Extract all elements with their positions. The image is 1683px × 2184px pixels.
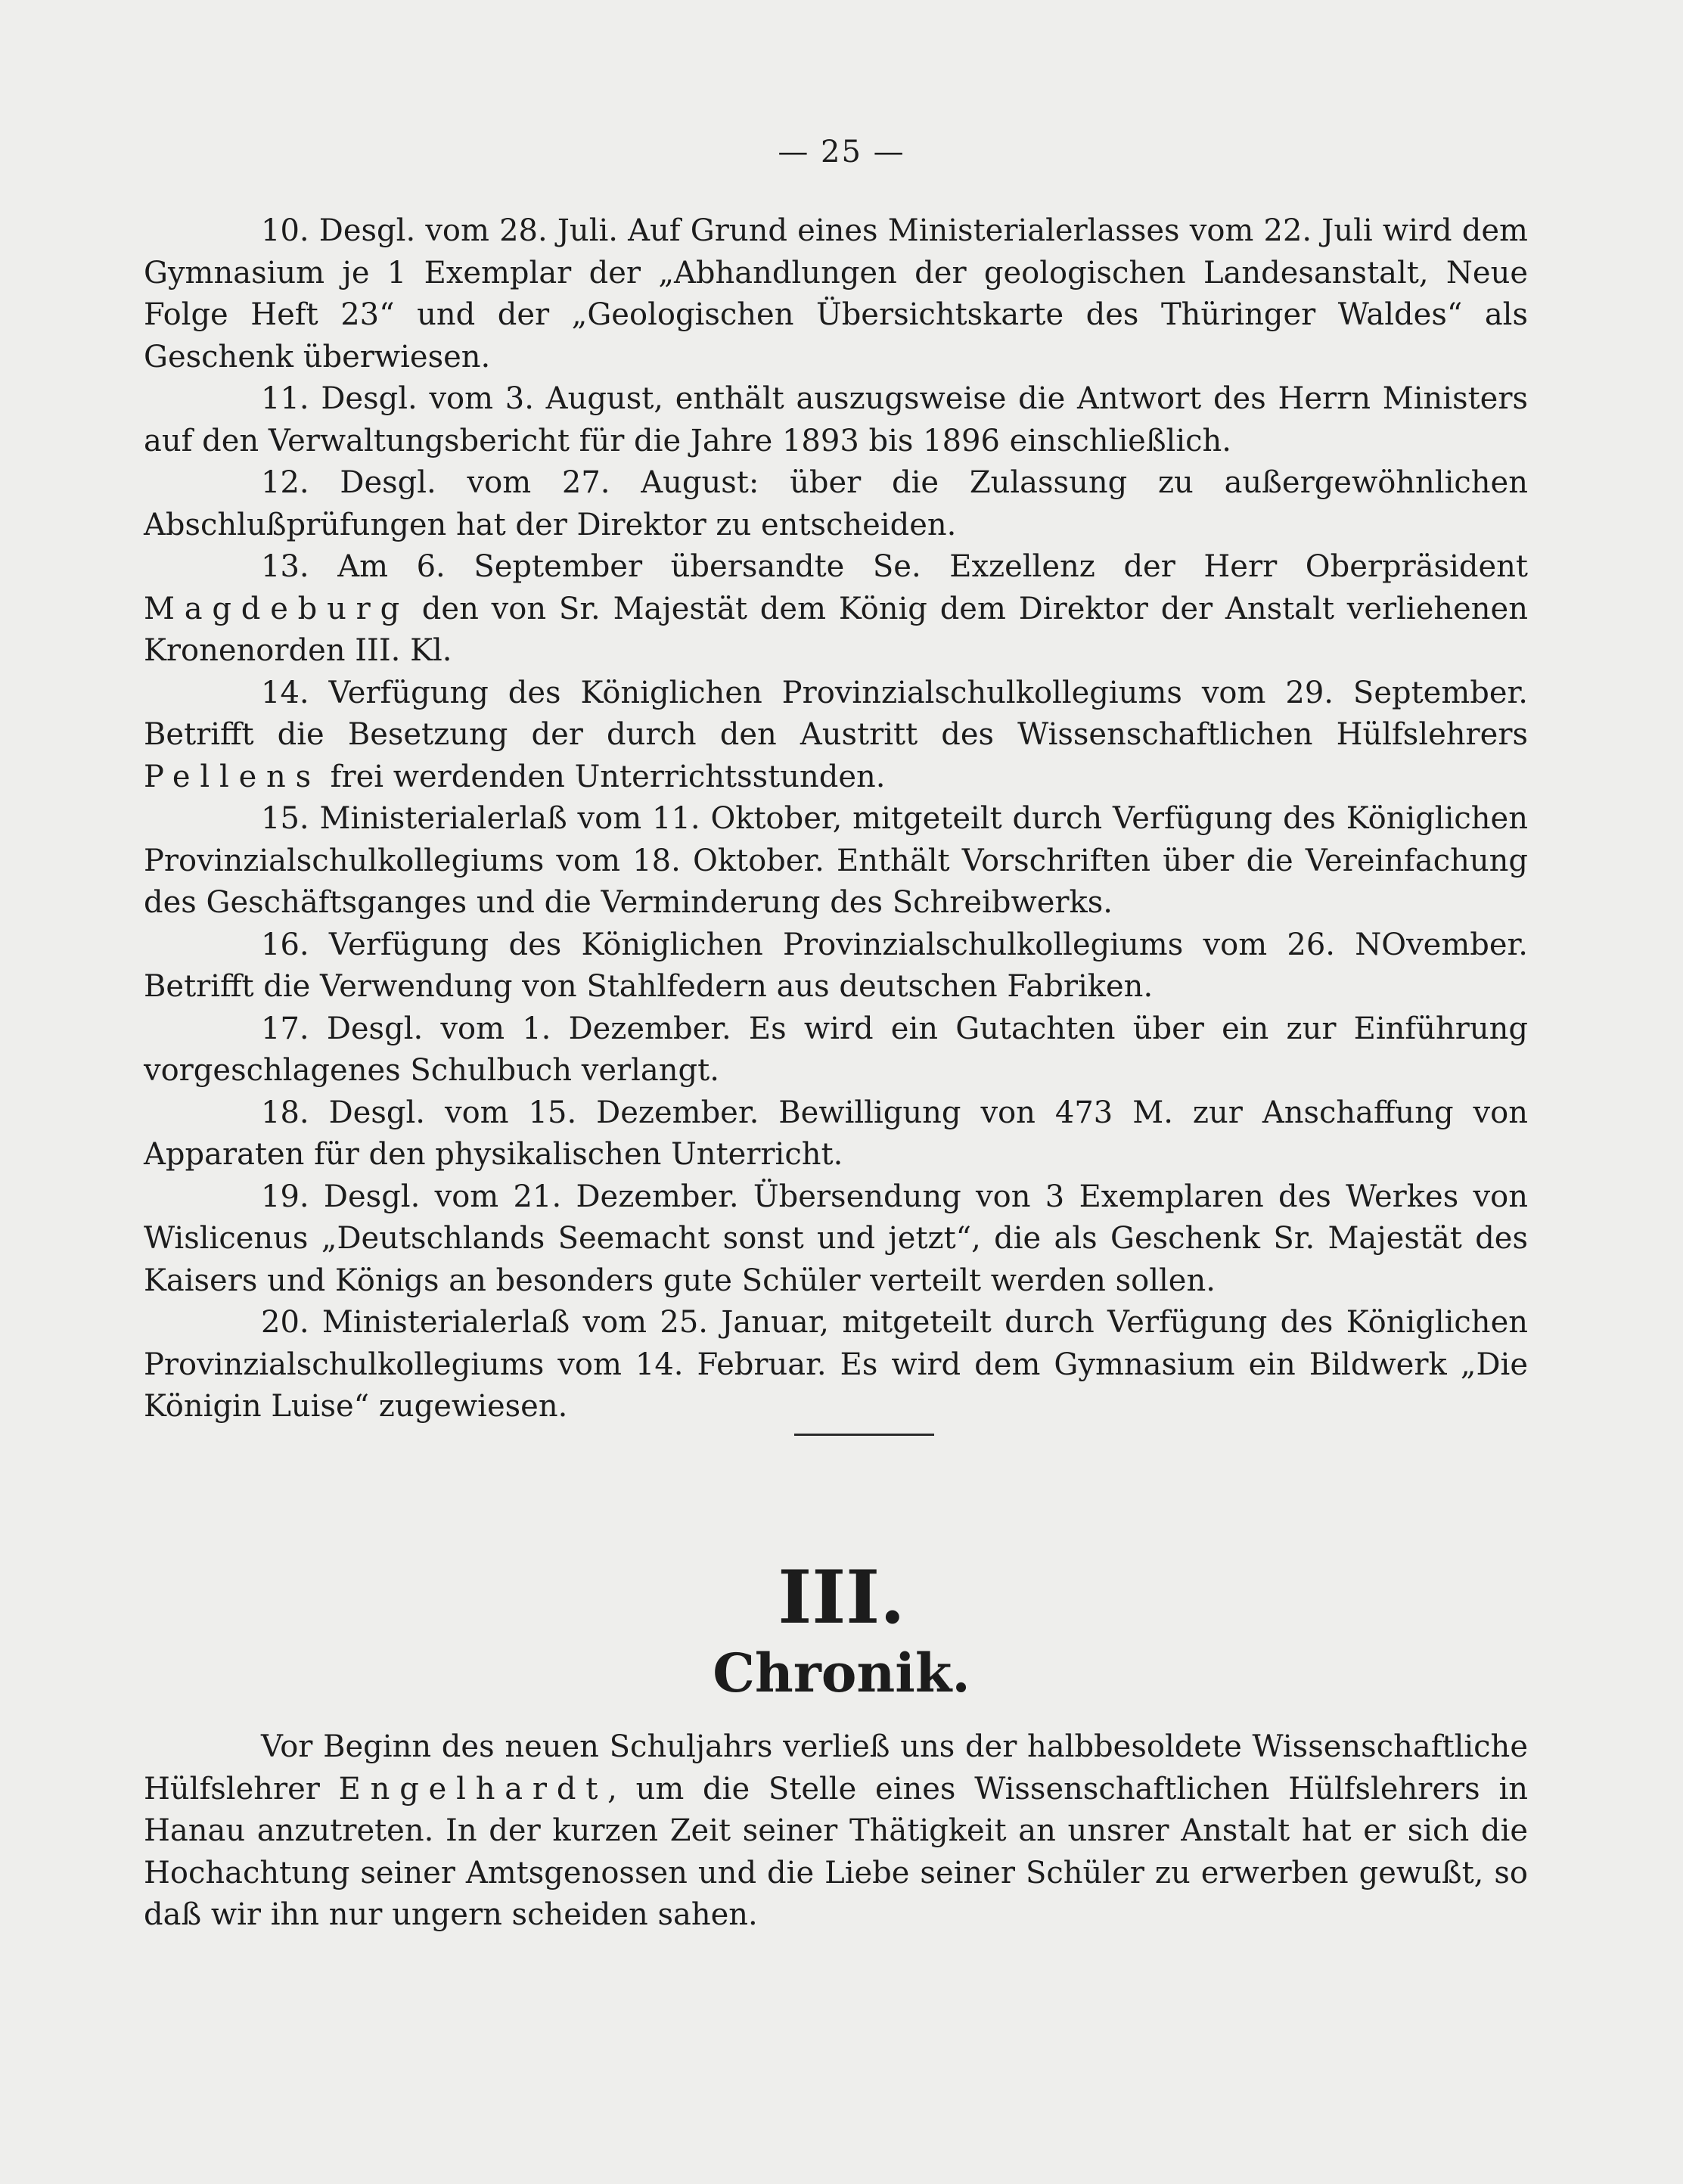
chronik-spaced-name: Engelhardt [338,1771,608,1807]
notice-14-text-after: frei werdenden Unterrichtsstunden. [320,759,886,794]
section-divider-rule [794,1434,934,1436]
section-title: Chronik. [713,1642,970,1704]
section-numeral: III. [778,1555,905,1640]
chronik-paragraph [144,1726,1528,1937]
notice-14 [144,673,1528,799]
chronik-body [144,1726,1528,1937]
notice-12: 12. Desgl. vom 27. August: über die Zulassung zu außergewöhnlichen Abschlußprüfungen hat der Direktor zu entscheiden. [144,465,1528,542]
page-number: — 25 — [778,135,905,169]
notice-19: 19. Desgl. vom 21. Dezember. Übersendung von 3 Exemplaren des Werkes von Wislicenus „Deutschlands Seemacht sonst und jetzt“, die als Geschenk Sr. Majestät des Kaisers und Königs an besonders gute Schüler verteilt werden sollen. [144,1179,1528,1298]
notice-13 [144,546,1528,673]
notice-13-spaced-name: Magdeburg [144,591,409,626]
notice-20: 20. Ministerialerlaß vom 25. Januar, mitgeteilt durch Verfügung des Königlichen Provinzialschulkollegiums vom 14. Februar. Es wird dem Gymnasium ein Bildwerk „Die Königin Luise“ zugewiesen. [144,1305,1528,1424]
notice-17: 17. Desgl. vom 1. Dezember. Es wird ein Gutachten über ein zur Einführung vorgeschlagenes Schulbuch verlangt. [144,1011,1528,1088]
notice-14-text-before: 14. Verfügung des Königlichen Provinzialschulkollegiums vom 29. September. Betrifft die Besetzung der durch den Austritt des Wissenschaftlichen Hülfslehrers [144,675,1528,752]
notice-11: 11. Desgl. vom 3. August, enthält auszugsweise die Antwort des Herrn Ministers auf den Verwaltungsbericht für die Jahre 1893 bis 1896 einschließlich. [144,381,1528,458]
notice-16: 16. Verfügung des Königlichen Provinzialschulkollegiums vom 26. NOvember. Betrifft die Verwendung von Stahlfedern aus deutschen Fabriken. [144,927,1528,1004]
notice-13-text-before: 13. Am 6. September übersandte Se. Exzellenz der Herr Oberpräsident [261,549,1528,584]
section-heading [0,1555,1683,1705]
notice-15: 15. Ministerialerlaß vom 11. Oktober, mitgeteilt durch Verfügung des Königlichen Provinzialschulkollegiums vom 18. Oktober. Enthält Vorschriften über die Vereinfachung des Geschäftsganges und die Verminderung des Schreibwerks. [144,801,1528,920]
notice-10: 10. Desgl. vom 28. Juli. Auf Grund eines Ministerialerlasses vom 22. Juli wird dem Gymnasium je 1 Exemplar der „Abhandlungen der geologischen Landesanstalt, Neue Folge Heft 23“ und der „Geologischen Übersichtskarte des Thüringer Waldes“ als Geschenk überwiesen. [144,213,1528,374]
notice-18: 18. Desgl. vom 15. Dezember. Bewilligung von 473 M. zur Anschaffung von Apparaten für den physikalischen Unterricht. [144,1095,1528,1172]
notice-13-text-after: den von Sr. Majestät dem König dem Direktor der Anstalt verliehenen Kronenorden III. Kl. [144,591,1528,668]
chronik-text-before: Vor Beginn des neuen Schuljahrs verließ uns der halbbesoldete Wissenschaftliche Hülfslehrer [144,1729,1528,1807]
notice-14-spaced-name: Pellens [144,759,321,794]
notices-list [144,210,1528,1428]
chronik-text-after: , um die Stelle eines Wissenschaftlichen Hülfslehrers in Hanau anzutreten. In der kurzen Zeit seiner Thätigkeit an unsrer Anstalt hat er sich die Hochachtung seiner Amtsgenossen und die Liebe seiner Schüler zu erwerben gewußt, so daß wir ihn nur ungern scheiden sahen. [144,1771,1528,1932]
